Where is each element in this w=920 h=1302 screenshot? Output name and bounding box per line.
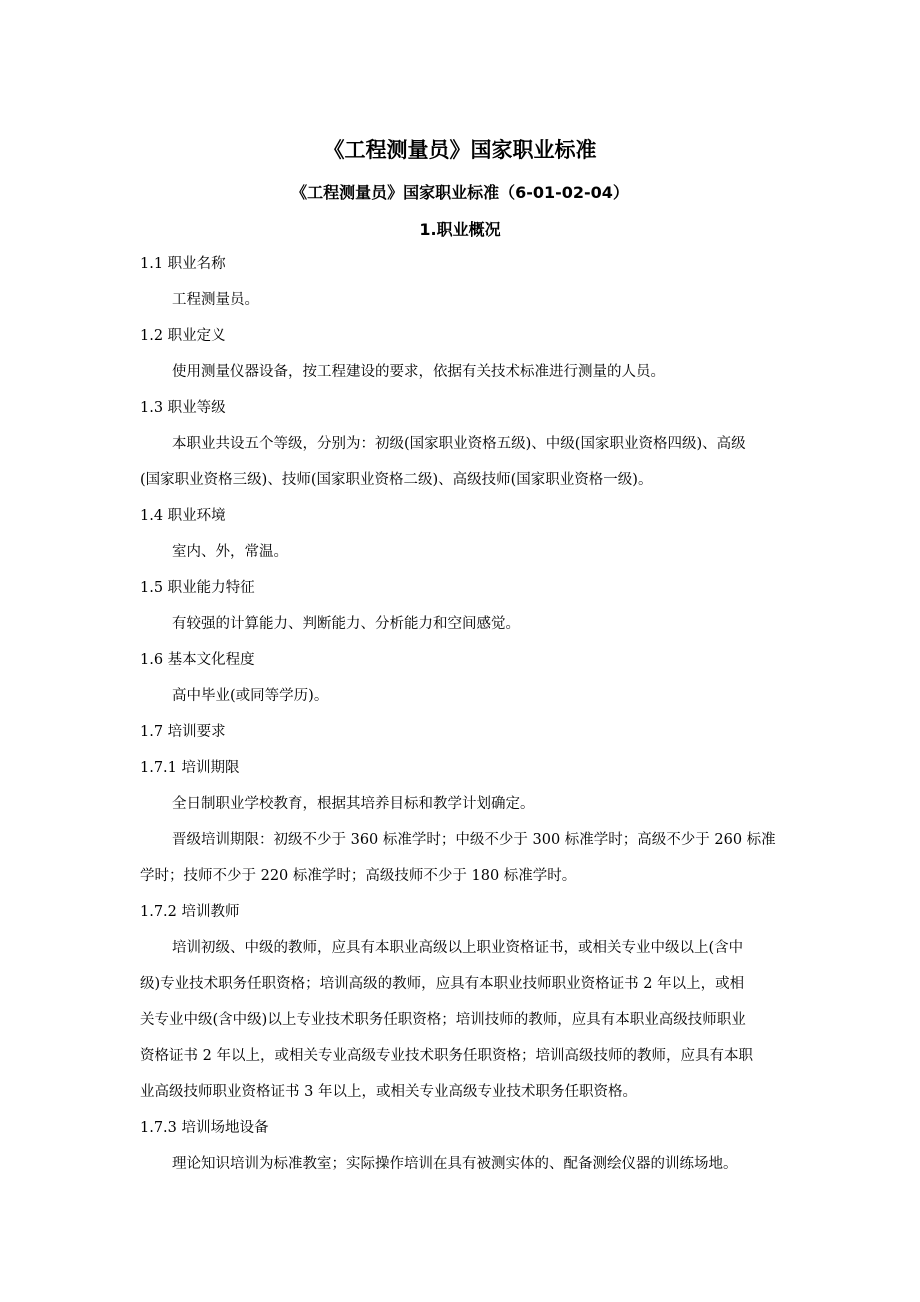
- paragraph-line: 资格证书 2 年以上，或相关专业高级专业技术职务任职资格；培训高级技师的教师，应具有本职: [140, 1048, 753, 1064]
- subsection-heading: 1.7.3 培训场地设备: [140, 1120, 269, 1136]
- paragraph-line: 理论知识培训为标准教室；实际操作培训在具有被测实体的、配备测绘仪器的训练场地。: [172, 1156, 738, 1172]
- paragraph-line: 全日制职业学校教育，根据其培养目标和教学计划确定。: [172, 796, 535, 812]
- subsection-heading: 1.7.1 培训期限: [140, 760, 240, 776]
- paragraph-line: 关专业中级(含中级)以上专业技术职务任职资格；培训技师的教师，应具有本职业高级技师职业: [140, 1012, 746, 1028]
- paragraph-line: 工程测量员。: [172, 292, 259, 308]
- paragraph-line: 室内、外，常温。: [172, 544, 288, 560]
- paragraph-line: 级)专业技术职务任职资格；培训高级的教师，应具有本职业技师职业资格证书 2 年以上，或相: [140, 976, 745, 992]
- subsection-heading: 1.4 职业环境: [140, 508, 226, 524]
- paragraph-line: 有较强的计算能力、判断能力、分析能力和空间感觉。: [172, 616, 520, 632]
- subsection-heading: 1.7 培训要求: [140, 724, 226, 740]
- document-title: 《工程测量员》国家职业标准: [323, 138, 597, 162]
- paragraph-line: 培训初级、中级的教师，应具有本职业高级以上职业资格证书，或相关专业中级以上(含中: [172, 940, 744, 956]
- section-heading: 1.职业概况: [419, 220, 501, 239]
- paragraph-line: (国家职业资格三级)、技师(国家职业资格二级)、高级技师(国家职业资格一级)。: [140, 472, 653, 488]
- paragraph-line: 本职业共设五个等级，分别为：初级(国家职业资格五级)、中级(国家职业资格四级)、高级: [172, 436, 746, 452]
- subsection-heading: 1.5 职业能力特征: [140, 580, 255, 596]
- subsection-heading: 1.1 职业名称: [140, 256, 226, 272]
- paragraph-line: 高中毕业(或同等学历)。: [172, 688, 329, 704]
- subsection-heading: 1.3 职业等级: [140, 400, 226, 416]
- subsection-heading: 1.7.2 培训教师: [140, 904, 240, 920]
- document-subtitle: 《工程测量员》国家职业标准（6-01-02-04）: [291, 183, 629, 202]
- paragraph-line: 使用测量仪器设备，按工程建设的要求，依据有关技术标准进行测量的人员。: [172, 364, 665, 380]
- paragraph-line: 学时；技师不少于 220 标准学时；高级技师不少于 180 标准学时。: [140, 868, 577, 884]
- paragraph-line: 晋级培训期限：初级不少于 360 标准学时；中级不少于 300 标准学时；高级不少于 260 标准: [172, 832, 776, 848]
- subsection-heading: 1.2 职业定义: [140, 328, 226, 344]
- paragraph-line: 业高级技师职业资格证书 3 年以上，或相关专业高级专业技术职务任职资格。: [140, 1084, 637, 1100]
- subsection-heading: 1.6 基本文化程度: [140, 652, 255, 668]
